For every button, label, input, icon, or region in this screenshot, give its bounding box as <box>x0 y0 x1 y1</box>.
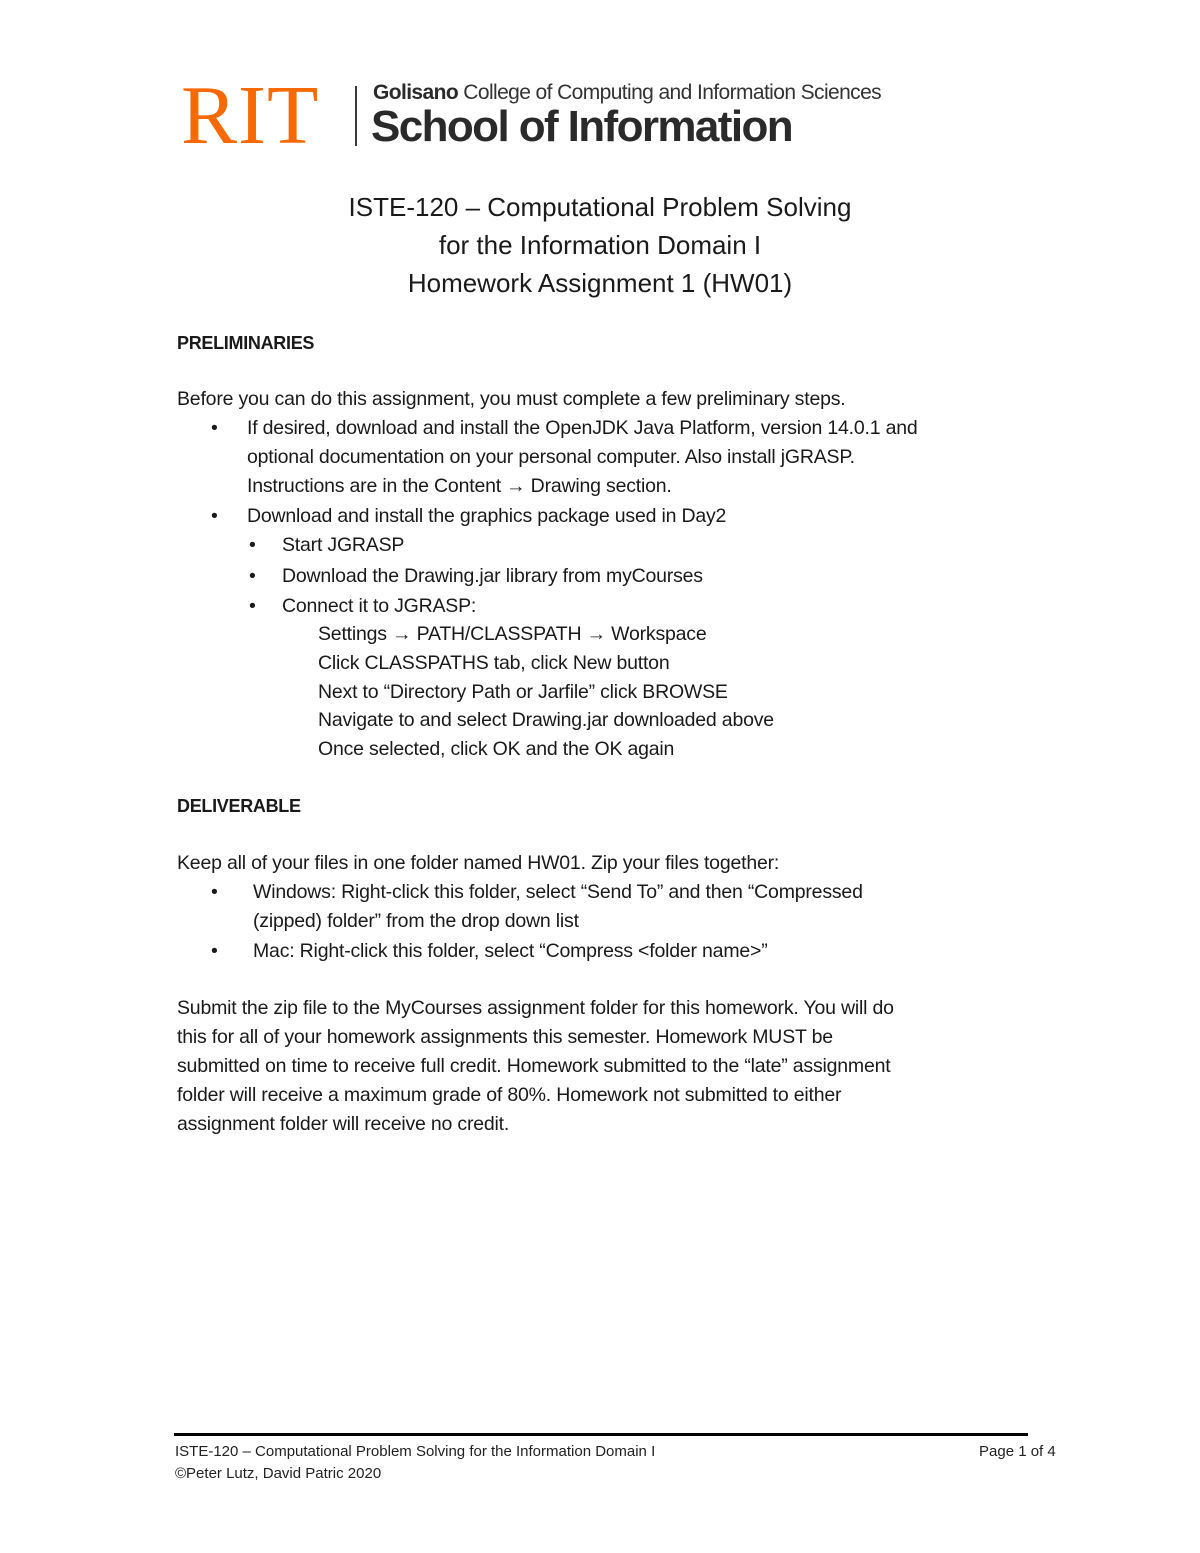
bullet-line: optional documentation on your personal computer. Also install jGRASP. <box>247 446 855 468</box>
bullet-icon: • <box>249 534 256 556</box>
logo-divider <box>355 86 357 146</box>
paragraph-line: Submit the zip file to the MyCourses assignment folder for this homework. You will do <box>177 997 894 1019</box>
footer-course: ISTE-120 – Computational Problem Solving for the Information Domain I <box>175 1443 656 1460</box>
bullet-icon: • <box>249 565 256 587</box>
document-title <box>0 188 1200 302</box>
sub-bullet-text: Download the Drawing.jar library from myCourses <box>282 565 703 587</box>
rit-wordmark: RIT <box>181 69 320 162</box>
bullet-text: Download and install the graphics package used in Day2 <box>247 505 727 527</box>
step-line: Next to “Directory Path or Jarfile” click BROWSE <box>318 681 728 703</box>
bullet-icon: • <box>211 881 218 903</box>
footer-copyright: ©Peter Lutz, David Patric 2020 <box>175 1465 382 1482</box>
deliverable-heading: DELIVERABLE <box>177 796 301 816</box>
paragraph-line: submitted on time to receive full credit. Homework submitted to the “late” assignment <box>177 1055 891 1077</box>
bullet-line: (zipped) folder” from the drop down list <box>253 910 579 932</box>
bullet-text: Mac: Right-click this folder, select “Compress <folder name>” <box>253 940 768 962</box>
submit-paragraph <box>177 994 1037 1139</box>
footer-divider <box>174 1433 1028 1436</box>
step-line: Navigate to and select Drawing.jar downloaded above <box>318 709 774 731</box>
bullet-line: Instructions are in the Content → Drawing section. <box>247 475 672 497</box>
title-line-3: Homework Assignment 1 (HW01) <box>407 268 793 298</box>
sub-bullet-text: Connect it to JGRASP: <box>282 595 477 617</box>
paragraph-line: assignment folder will receive no credit. <box>177 1113 510 1135</box>
paragraph-line: this for all of your homework assignments this semester. Homework MUST be <box>177 1026 833 1048</box>
footer-page-number: Page 1 of 4 <box>979 1443 1056 1460</box>
paragraph-line: folder will receive a maximum grade of 80%. Homework not submitted to either <box>177 1084 842 1106</box>
bullet-text <box>247 414 918 501</box>
preliminaries-heading: PRELIMINARIES <box>177 333 315 353</box>
step-line: Click CLASSPATHS tab, click New button <box>318 652 670 674</box>
school-name: School of Information <box>371 102 793 151</box>
title-line-1: ISTE-120 – Computational Problem Solving <box>348 192 852 222</box>
bullet-line: If desired, download and install the OpenJDK Java Platform, version 14.0.1 and <box>247 417 918 439</box>
college-name-rest: College of Computing and Information Sciences <box>463 81 882 104</box>
preliminaries-intro: Before you can do this assignment, you must complete a few preliminary steps. <box>177 388 846 410</box>
college-name-bold: Golisano <box>373 81 459 104</box>
sub-bullet-text: Start JGRASP <box>282 534 405 556</box>
bullet-icon: • <box>249 595 256 617</box>
bullet-line: Windows: Right-click this folder, select “Send To” and then “Compressed <box>253 881 863 903</box>
bullet-icon: • <box>211 505 218 527</box>
bullet-icon: • <box>211 417 218 439</box>
step-line: Once selected, click OK and the OK again <box>318 738 675 760</box>
deliverable-intro: Keep all of your files in one folder named HW01. Zip your files together: <box>177 852 780 874</box>
bullet-icon: • <box>211 940 218 962</box>
step-line: Settings → PATH/CLASSPATH → Workspace <box>318 623 707 645</box>
title-line-2: for the Information Domain I <box>438 230 762 260</box>
bullet-text <box>253 878 863 936</box>
